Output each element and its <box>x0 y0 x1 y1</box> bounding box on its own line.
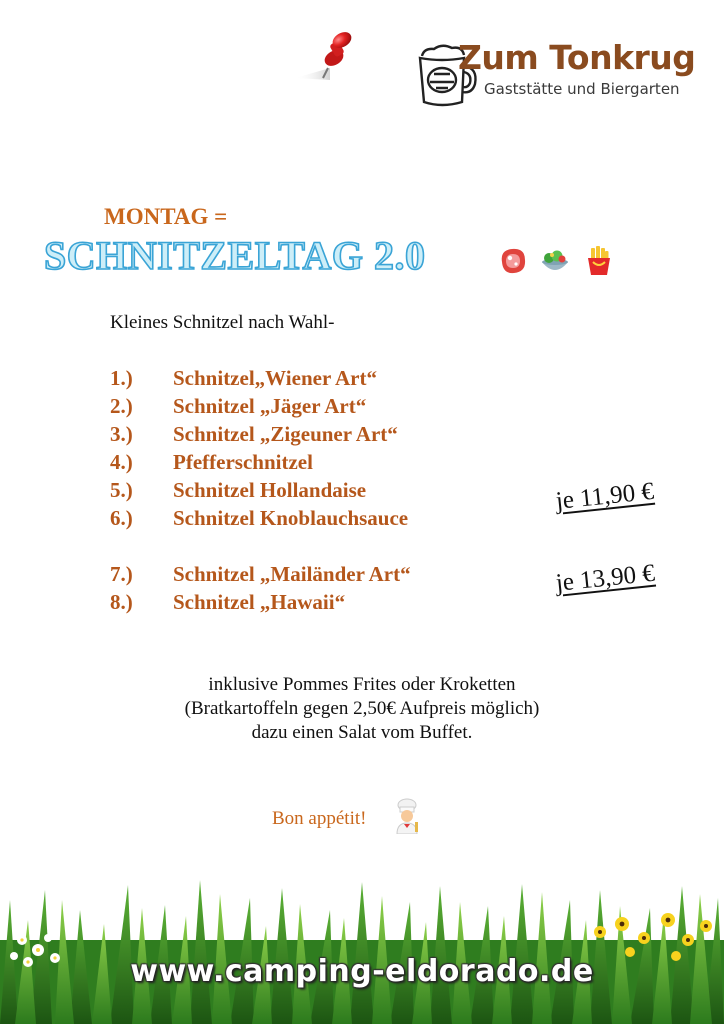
day-label: MONTAG = <box>104 204 228 229</box>
info-line: dazu einen Salat vom Buffet. <box>251 722 473 743</box>
menu-item-number: 5.) <box>110 478 133 502</box>
menu-item-number: 7.) <box>110 562 133 586</box>
menu-item-number: 1.) <box>110 366 133 390</box>
menu-item-number: 4.) <box>110 450 133 474</box>
info-line: inklusive Pommes Frites oder Kroketten <box>208 674 516 695</box>
logo-subtitle: Gaststätte und Biergarten <box>484 80 680 98</box>
restaurant-logo <box>412 38 696 118</box>
menu-item-name: Schnitzel „Mailänder Art“ <box>173 562 411 586</box>
price-group-1: je 11,90 € <box>554 477 656 515</box>
logo-title: Zum Tonkrug <box>458 38 696 77</box>
menu-item-number: 3.) <box>110 422 133 446</box>
website-link[interactable]: www.camping-eldorado.de <box>130 954 594 989</box>
salad-icon <box>540 244 570 278</box>
menu-item-number: 2.) <box>110 394 133 418</box>
menu-item-number: 6.) <box>110 506 133 530</box>
grass-banner-image <box>0 880 724 1024</box>
page-title: SCHNITZELTAG 2.0 <box>44 233 426 278</box>
menu-item-name: Schnitzel Knoblauchsauce <box>173 506 409 530</box>
menu-intro: Kleines Schnitzel nach Wahl- <box>110 312 335 333</box>
info-line: (Bratkartoffeln gegen 2,50€ Aufpreis möglich) <box>184 698 540 719</box>
meat-icon <box>498 244 528 278</box>
menu-item-number: 8.) <box>110 590 133 614</box>
pushpin-icon <box>290 28 360 88</box>
closing-text: Bon appétit! <box>272 808 367 829</box>
menu-item-name: Pfefferschnitzel <box>173 450 313 474</box>
menu-item-name: Schnitzel„Wiener Art“ <box>173 366 377 390</box>
menu-item-name: Schnitzel „Zigeuner Art“ <box>173 422 398 446</box>
fries-icon <box>584 244 614 278</box>
price-group-2: je 13,90 € <box>554 559 657 597</box>
menu-item-name: Schnitzel „Jäger Art“ <box>173 394 367 418</box>
menu-item-name: Schnitzel Hollandaise <box>173 478 367 502</box>
menu-item-name: Schnitzel „Hawaii“ <box>173 590 346 614</box>
chef-icon <box>392 798 422 834</box>
